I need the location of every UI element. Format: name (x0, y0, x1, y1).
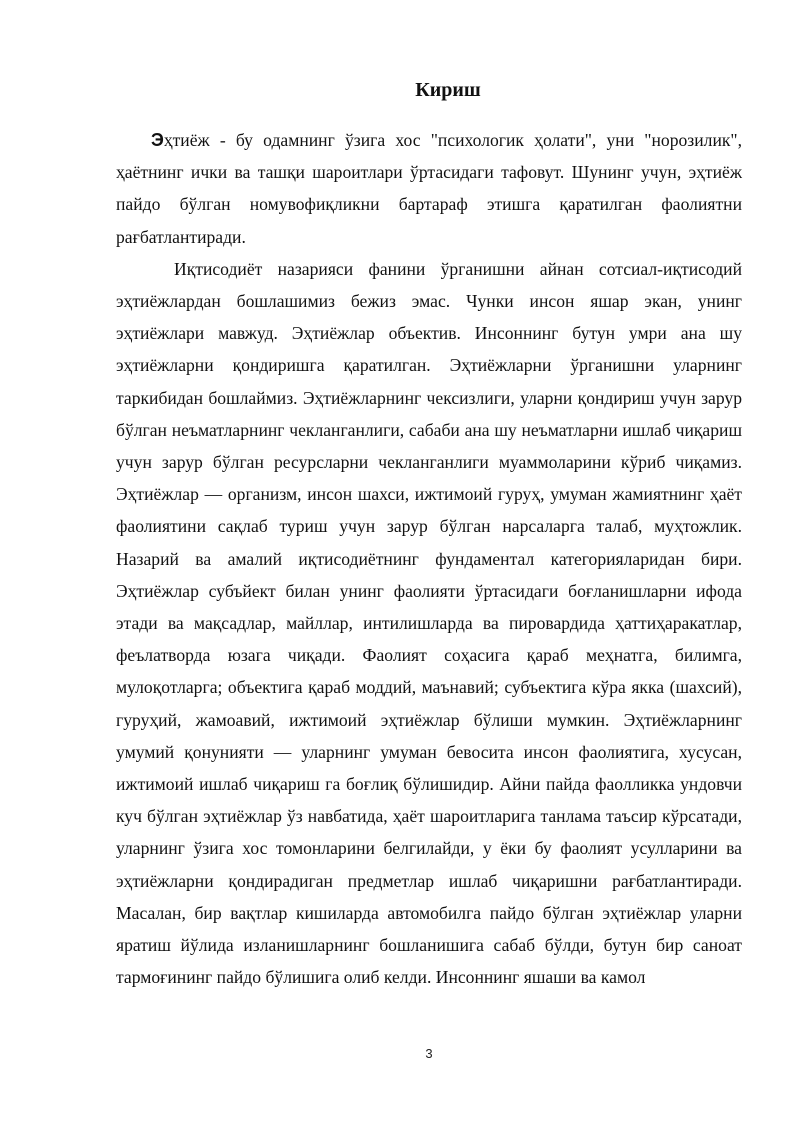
paragraph-intro-text: ҳтиёж - бу одамнинг ўзига хос "психологик ҳолати", уни "норозилик", ҳаётнинг ички ва ташқи шароитлари ўртасидаги тафовут. Шунинг учун, эҳтиёж пайдо бўлган номувофиқликни бартараф этишга қаратилган фаолиятни рағбатлантиради. (116, 130, 742, 247)
paragraph-main-text: Иқтисодиёт назарияси фанини ўрганишни айнан сотсиал-иқтисодий эҳтиёжлардан бошлашимиз бежиз эмас. Чунки инсон яшар экан, унинг эҳтиёжлари мавжуд. Эҳтиёжлар объектив. Инсоннинг бутун умри ана шу эҳтиёжларни қондиришга қаратилган. Эҳтиёжларни ўрганишни уларнинг таркибидан бошлаймиз. Эҳтиёжларнинг чексизлиги, уларни қондириш учун зарур бўлган неъматларнинг чекланганлиги, сабаби ана шу неъматларни ишлаб чиқариш учун зарур бўлган ресурсларни чекланганлиги муаммоларини кўриб чиқамиз. Эҳтиёжлар — организм, инсон шахси, ижтимоий гуруҳ, умуман жамиятнинг ҳаёт фаолиятини сақлаб туриш учун зарур бўлган нарсаларга талаб, муҳтожлик. Назарий ва амалий иқтисодиётнинг фундаментал категорияларидан бири. Эҳтиёжлар субъйект билан унинг фаолияти ўртасидаги боғланишларни ифода этади ва мақсадлар, майллар, интилишларда ва пировардида ҳаттиҳаракатлар, феълатворда юзага чиқади. Фаолият соҳасига қараб меҳнатга, билимга, мулоқотларга; объектига қараб моддий, маънавий; субъектига кўра якка (шахсий), гуруҳий, жамоавий, ижтимоий эҳтиёжлар бўлиши мумкин. Эҳтиёжларнинг умумий қонунияти — уларнинг умуман бевосита инсон фаолиятига, хусусан, ижтимоий ишлаб чиқариш га боғлиқ бўлишидир. Айни пайда фаолликка ундовчи куч бўлган эҳтиёжлар ўз навбатида, ҳаёт шароитларига танлама таъсир кўрсатади, уларнинг ўзига хос томонларини белгилайди, у ёки бу фаолият усулларини ва эҳтиёжларни қондирадиган предметлар ишлаб чиқаришни рағбатлантиради. Масалан, бир вақтлар кишиларда автомобилга пайдо бўлган эҳтиёжлар уларни яратиш йўлида изланишларнинг бошланишига сабаб бўлди, бутун бир саноат тармоғининг пайдо бўлишига олиб келди. Инсоннинг яшаши ва камол (116, 258, 742, 988)
lead-letter: Э (151, 130, 164, 150)
page-number: 3 (425, 1046, 433, 1061)
body-text (116, 124, 742, 993)
page-title: Кириш (415, 79, 481, 101)
paragraph-intro (116, 124, 742, 253)
paragraph-main (116, 253, 742, 994)
